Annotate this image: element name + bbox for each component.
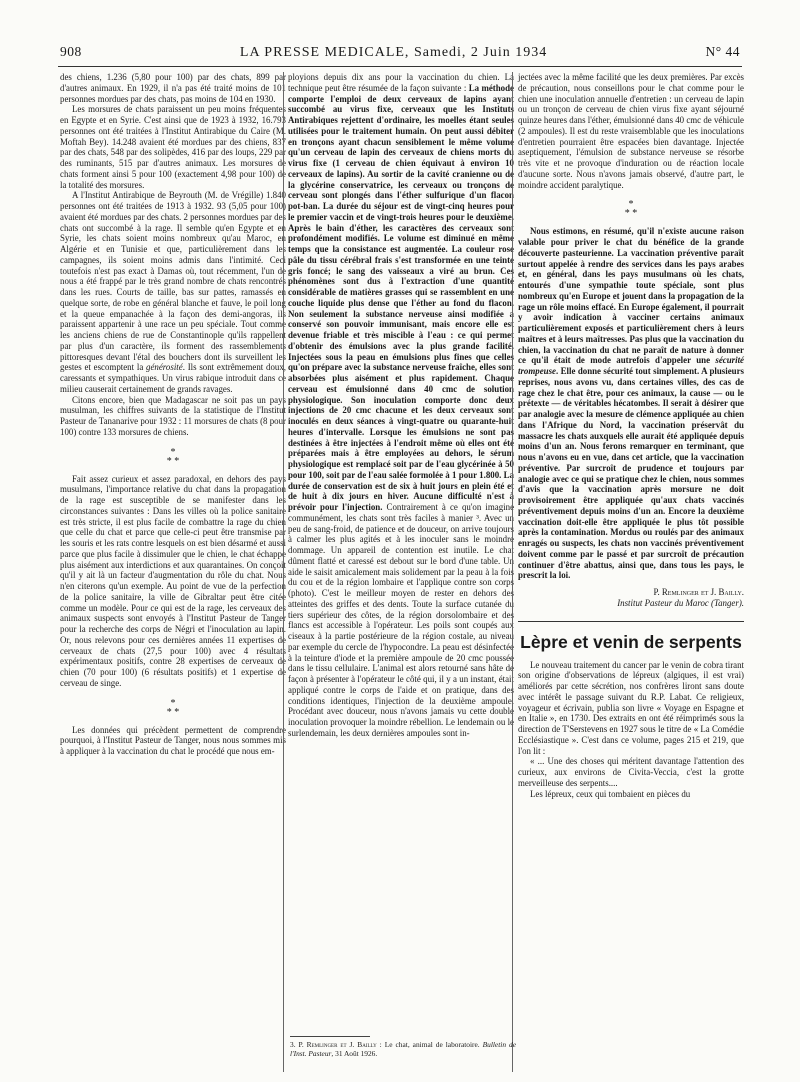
section-separator xyxy=(518,200,744,218)
column-3 xyxy=(518,72,744,1072)
stars: * * xyxy=(624,208,638,220)
paragraph: jectées avec la même facilité que les deux premières. Par excès de précaution, nous conseillons pour le chat comme pour le chien une inoculation annuelle d'entretien : un cerveau de lapin ou un tronçon de cerveau de chien virus fixe ayant séjourné quinze heures dans l'éther, émulsionné dans 40 cmc de véhicule (2 ampoules). Il est du reste vraisemblable que les inoculations d'entretien pourraient être espacées bien davantage. Injectée aseptiquement, l'émulsion de substance nerveuse se résorbe très vite et ne provoque d'induration ou de réaction locale d'aucune sorte. Nous n'avons jamais observé, d'autre part, le moindre accident paralytique. xyxy=(518,72,744,190)
page-number: 908 xyxy=(60,44,82,59)
bold-run: . Elle donne sécurité tout simplement. A plusieurs reprises, nous avons vu, dans certaines villes, des cas de rage chez le chat être, pour ces animaux, la cause — ou le prétexte — de véritables hécatombes. Il serait à désirer que par analogie avec la mesure de clémence appliquée au chien dans l'Afrique du Nord, la vaccination préservât du massacre les chats auxquels elle aurait été appliquée depuis moins d'un an. Nous ferons remarquer en terminant, que nous n'avons eu en vue, dans cet article, que la vaccination préventive. Par surcroît de prudence et toujours par analogie avec ce qui se pratique chez le chien, nous sommes d'avis que la vaccination après morsure ne doit provisoirement être appliquée qu'aux chats vaccinés préventivement depuis moins d'un an. Encore la deuxième vaccination doit-elle être appliquée le plus tôt possible après la contamination. Mordus ou roulés par des animaux enragés ou suspects, les chats non vaccinés préventivement doivent comme par le passé et par surcroît de précaution continuer d'être abattus, ainsi que, dans tous les pays, le prescrit la loi. xyxy=(518,366,744,581)
footnote-text: : Le chat, animal de laboratoire. xyxy=(376,1040,483,1049)
column-2 xyxy=(288,72,514,1022)
author-institution: Institut Pasteur du Maroc (Tanger). xyxy=(617,597,744,608)
text-run: ployions depuis dix ans pour la vaccination du chien. La technique peut être résumée de la façon suivante : xyxy=(288,72,514,93)
paragraph: Les morsures de chats paraissent un peu moins fréquentes en Egypte et en Syrie. C'est ainsi que de 1923 à 1932, 16.793 personnes ont été traitées à l'Institut Antirabique du Caire (M. Moftah Bey). 14.248 avaient été mordues par des chiens, 837 par des chats, 548 par des solipèdes, 416 par des loups, 229 par des ruminants, 515 par d'autres animaux. Les morsures de chats forment ainsi 5 pour 100 (exactement 4,98 pour 100) de la totalité des morsures. xyxy=(60,104,286,190)
article-rule xyxy=(518,621,744,622)
italic-run: générosité xyxy=(146,362,183,373)
text-run: Contrairement à ce qu'on imagine communément, les chats sont très faciles à manier ³. Avec un peu de sang-froid, de patience et de douceur, on arrive toujours à calmer les plus agités et à les inoculer sans le moindre dommage. Un appareil de contention est inutile. Le chat dûment flatté et caressé est debout sur le bord d'une table. Un aide le saisit amicalement mais solidement par la peau à la fois du cou et de la région lombaire et l'applique contre son corps (photo). C'est le meilleur moyen de rester en dehors des atteintes des griffes et des dents. Toute la surface cutanée du tiers supérieur des côtes, de la région dorsolombaire et des flancs est accessible à l'opérateur. Les poils sont coupés aux ciseaux à la partie postérieure de la région costale, au niveau par exemple du cercle de l'hypocondre. La peau est désinfectée à la teinture d'iode et la première ampoule de 20 cmc poussée dans le tissu cellulaire. L'animal est alors retourné sans hâte de façon à présenter à l'opérateur le côté qui, il y a un instant, était appliqué contre le corps de l'aide et on pratique, dans des conditions identiques, l'injection de la deuxième ampoule. Procédant avec douceur, nous n'avons jamais vu cette double inoculation provoquer la moindre rébellion. Le lendemain ou le surlendemain, les deux dernières ampoules sont in- xyxy=(288,502,515,738)
paragraph: Citons encore, bien que Madagascar ne soit pas un pays musulman, les chiffres suivants de la statistique de l'Institut Pasteur de Tananarive pour 1932 : 11 morsures de chats (8 pour 100) contre 133 morsures de chiens. xyxy=(60,394,286,437)
paragraph xyxy=(288,72,514,739)
footnote-rule xyxy=(290,1036,370,1037)
footnote-number: 3. xyxy=(290,1040,296,1049)
stars: * * xyxy=(166,455,180,467)
column-divider xyxy=(283,72,284,1072)
italic-run: sécurité trompeuse xyxy=(518,355,744,376)
issue-date: Samedi, 2 Juin 1934 xyxy=(413,45,548,60)
header-rule xyxy=(58,66,742,67)
paragraph: Les données qui précèdent permettent de comprendre pourquoi, à l'Institut Pasteur de Tanger, nous nous sommes mis à appliquer à la vaccination du chat le procédé que nous em- xyxy=(60,724,286,756)
stars: * * xyxy=(166,706,180,718)
column-divider xyxy=(512,72,513,1072)
issue-number: N° 44 xyxy=(705,44,740,59)
star: * xyxy=(628,199,634,211)
journal-name: LA PRESSE MEDICALE, xyxy=(239,45,410,60)
paragraph: Fait assez curieux et assez paradoxal, en dehors des pays musulmans, l'importance relative du chat dans la propagation de la rage est susceptible de se manifester dans les circonstances suivantes : Dans les villes où la police sanitaire est très stricte, il est plus facile de combattre la rage du chien que celle du chat et parce que celle-ci peut être transmise par les souris et les rats contre lesquels on est bien désarmé et aussi parce que plus facile à dissimuler que le chien, le chat échappe plus aisément aux interdictions et aux quarantaines. On conçoit qu'il y ait là un facteur d'augmentation du rôle du chat. Nous n'en citerons qu'un exemple. Au point de vue de la perfection de la police sanitaire, la ville de Gibraltar peut être citée comme un modèle. Pour ce qui est de la rage, les cerveaux des animaux suspects sont envoyés à l'Institut Pasteur de Tanger pour la recherche des corps de Négri et l'inoculation au lapin. Or, nous relevons pour ces dernières années 11 expertises de cerveaux de chats (27,5 pour 100) avec 4 résultats expérimentaux positifs, contre 28 expertises de cerveaux de chien (70 pour 100) (6 résultats positifs) et 1 expertise de cerveau de singe. xyxy=(60,473,286,688)
footnote-text: , 31 Août 1926. xyxy=(331,1049,378,1058)
paragraph: Le nouveau traitement du cancer par le venin de cobra tirant son origine d'observations de lépreux (algiques, il est vrai) améliorés par cette sécrétion, nos confrères liront sans doute avec intérêt le passage suivant du R.P. Labat. Ce religieux, voyageur et écrivain, publia son livre « Voyage en Espagne et en Italie », en 1730. Des extraits en ont été réimprimés sous la direction de T'Serstevens en 1927 sous le titre de « La Comédie Ecclésiastique ». C'est dans ce volume, pages 215 et 219, que l'on lit : xyxy=(518,659,744,756)
paragraph: des chiens, 1.236 (5,80 pour 100) par des chats, 899 par d'autres animaux. En 1929, il n'a pas été traité moins de 101 personnes mordues par des chats, pas moins de 104 en 1930. xyxy=(60,72,286,104)
paragraph xyxy=(518,226,744,581)
section-separator xyxy=(60,448,286,466)
star: * xyxy=(170,697,176,709)
journal-title xyxy=(240,45,547,61)
paragraph xyxy=(60,190,286,394)
text-run: . Ils sont extrêmement doux, caressants et sympathiques. Un virus rabique introduit dans ce milieu causerait certainement de grands ravages. xyxy=(60,362,286,394)
footnote xyxy=(290,1040,516,1058)
footnote-authors: P. Remlinger et J. Bailly xyxy=(298,1040,377,1049)
page-header xyxy=(60,44,740,68)
bold-run: Nous estimons, en résumé, qu'il n'existe aucune raison valable pour priver le chat du bénéfice de la grande découverte pasteurienne. La vaccination préventive paraît surtout appelée à rendre des services dans les pays arabes et, en général, dans les pays musulmans où les chats, entourés d'une sympathie toute spéciale, sont plus nombreux qu'en Europe et jouent dans la propagation de la rage un rôle moins effacé. En Europe également, il pourrait y avoir indication à vacciner certains animaux particulièrement exposés et particulièrement chers à leurs maîtres et à leurs maîtresses. Pas plus que la vaccination du chien, la vaccination du chat ne paraît de nature à donner ce qu'il était de mode autrefois d'appeler une xyxy=(518,226,744,366)
paragraph: « ... Une des choses qui méritent davantage l'attention des curieux, aux environs de Civita-Veccia, c'est la grotte merveilleuse des serpents.... xyxy=(518,756,744,788)
article-title: Lèpre et venin de serpents xyxy=(520,631,742,652)
signature xyxy=(518,587,744,609)
footnote-journal: Bulletin de l'Inst. Pasteur xyxy=(290,1040,516,1058)
bold-run: La méthode comporte l'emploi de deux cerveaux de lapins ayant succombé au virus fixe, cerveaux que les Instituts Antirabiques rejettent d'ordinaire, les moelles étant seules utilisées pour le traitement humain. On peut aussi débiter en tronçons ayant chacun sensiblement le même volume qu'un cerveau de lapin des cerveaux de chiens morts du virus fixe (1 cerveau de chien équivaut à environ 10 cerveaux de lapins). Au sortir de la cavité cranienne ou de la glycérine conservatrice, les cerveaux ou tronçons de cerveau sont plongés dans l'éther sulfurique d'un flacon pot-ban. La durée du séjour est de vingt-cinq heures pour le premier vaccin et de vingt-trois heures pour le deuxième. Après le bain d'éther, les caractères des cerveaux sont profondément modifiés. Le volume est diminué en même temps que la consistance est augmentée. La couleur rose pâle du tissu cérébral frais s'est transformée en une teinte gris foncé; le sang des vaisseaux a viré au brun. Ces phénomènes sont dus à l'extraction d'une quantité considérable de matières grasses qui se rassemblent en une couche liquide plus dense que l'éther au fond du flacon. Non seulement la substance nerveuse ainsi modifiée a conservé son pouvoir immunisant, mais encore elle est devenue friable et très miscible à l'eau : ce qui permet d'obtenir des émulsions avec la plus grande facilité. Injectées sous la peau en émulsions plus fines que celles qu'on prépare avec la substance nerveuse fraîche, elles sont absorbées plus aisément et plus rapidement. Chaque cerveau est émulsionné dans 40 cmc de solution physiologique. Son inoculation comporte donc deux injections de 20 cmc chacune et les deux cerveaux sont inoculés en deux séances à vingt-quatre ou quarante-huit heures d'intervalle. Lorsque les émulsions ne sont pas destinées à être injectées à l'endroit même où elles ont été préparées mais à être employées au dehors, le sérum physiologique est remplacé soit par de l'eau glycérinée à 50 pour 100, soit par de l'eau salée formolée à 1 pour 1.800. La durée de conservation est de six à huit jours en plein été et de huit à dix jours en hiver. Aucune difficulté n'est à prévoir pour l'injection. xyxy=(288,82,514,512)
section-separator xyxy=(60,699,286,717)
text-run: A l'Institut Antirabique de Beyrouth (M. de Vrégille) 1.840 personnes ont été traitées de 1913 à 1932. 93 (5,05 pour 100) avaient été mordues par des chats. 2 personnes mordues par des chats ont succombé à la rage. Il semble qu'en Egypte et en Syrie, les chats soient moins nombreux qu'au Maroc, en Algérie et en Tunisie et que, particulièrement dans les campagnes, ils soient moins admis dans l'intimité. Ceci toutefois n'est pas exact à Damas où, tout récemment, l'un de nous a été frappé par le très grand nombre de chats rencontrés dans les rues. Courts de taille, bas sur pattes, ramassés en quelque sorte, de robe en général blanche et fauve, le poil long et la queue empanachée à la façon des demi-angoras, ils paraissent appartenir à une race un peu spéciale. Tout comme les anciens chiens de rue de Constantinople qu'ils rappellent par plus d'un caractère, ils forment des rassemblements pittoresques devant l'étal des bouchers dont ils surveillent les gestes et escomptent la xyxy=(60,190,286,373)
author-names: P. Remlinger et J. Bailly. xyxy=(653,587,744,597)
star: * xyxy=(170,446,176,458)
paragraph: Les lépreux, ceux qui tombaient en pièces du xyxy=(530,788,691,799)
column-1 xyxy=(60,72,286,1067)
